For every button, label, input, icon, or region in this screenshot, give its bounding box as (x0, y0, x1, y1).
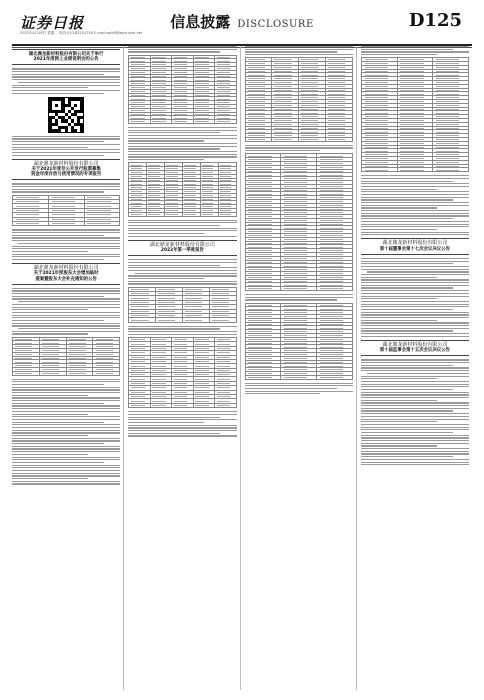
announcement-headline (128, 240, 236, 256)
body-text (128, 220, 236, 237)
headline-line: 湖北鼎龙新材料股份有限公司 (149, 241, 215, 248)
announcement-headline (12, 263, 120, 285)
headline-line: 第十届董事会第十七次会议决议公告 (379, 246, 450, 252)
data-table (128, 287, 236, 323)
page-number: D125 (408, 10, 462, 31)
headline-line: 资金年度存放与使用情况的专项报告 (30, 172, 102, 178)
body-text (245, 383, 353, 395)
headline-line: 第十届监事会第十五次会议决议公告 (379, 348, 450, 354)
newspaper-logo: 证券日报 (20, 14, 85, 32)
section-title-cn: 信息披露 (170, 13, 231, 31)
body-text (361, 175, 469, 235)
body-text (361, 46, 469, 55)
dateline: 2022年4月26日 星期二 电话:010-83251716 E-mail:zqrb9@zqrb.sina.net (20, 31, 143, 35)
headline-line: 湖北鼎龙新材料股份有限公司 (33, 160, 99, 167)
masthead (12, 8, 472, 40)
body-text (245, 294, 353, 301)
announcement-headline (361, 238, 469, 254)
headline-line: 关于2021年度股东大会增加临时 (33, 271, 99, 277)
data-table (128, 337, 236, 408)
body-text (361, 359, 469, 465)
data-table (245, 303, 353, 380)
columns (12, 46, 472, 690)
section-title (12, 11, 472, 32)
data-table (245, 153, 353, 291)
data-table (361, 57, 469, 172)
headline-line: 湖北鼎龙新材料股份有限公司关于举行 (28, 52, 104, 57)
headline-line: 湖北鼎龙新材料股份有限公司 (33, 265, 99, 272)
body-text (128, 46, 236, 53)
headline-line: 2022年第一季度报告 (160, 248, 204, 254)
body-text (245, 46, 353, 55)
column-1 (12, 46, 124, 690)
body-text (128, 127, 236, 160)
headline-line: 湖北鼎龙新材料股份有限公司 (382, 342, 448, 348)
body-text (128, 411, 236, 436)
headline-line: 提案暨股东大会补充通知的公告 (35, 276, 97, 282)
body-text (12, 68, 120, 93)
body-text (361, 258, 469, 337)
section-title-en: DISCLOSURE (237, 19, 314, 30)
column-3 (245, 46, 357, 690)
announcement-headline (12, 159, 120, 181)
body-text (12, 379, 120, 485)
data-table (12, 195, 120, 227)
data-table (128, 162, 236, 216)
data-table (12, 337, 120, 376)
announcement-headline (12, 49, 120, 65)
data-table (245, 57, 353, 142)
data-table (128, 55, 236, 124)
headline-line: 关于2021年度非公开发行股票募集 (31, 166, 101, 172)
column-4 (361, 46, 472, 690)
announcement-headline (361, 340, 469, 356)
qr-code-icon (48, 97, 84, 133)
body-text (12, 183, 120, 192)
body-text (12, 288, 120, 335)
body-text (245, 145, 353, 152)
body-text (12, 136, 120, 156)
body-text (12, 229, 120, 260)
headline-line: 湖北鼎龙新材料股份有限公司 (382, 240, 448, 247)
headline-line: 2021年度网上业绩说明会的公告 (33, 57, 99, 63)
column-2 (128, 46, 240, 690)
body-text (128, 326, 236, 335)
body-text (128, 259, 236, 284)
